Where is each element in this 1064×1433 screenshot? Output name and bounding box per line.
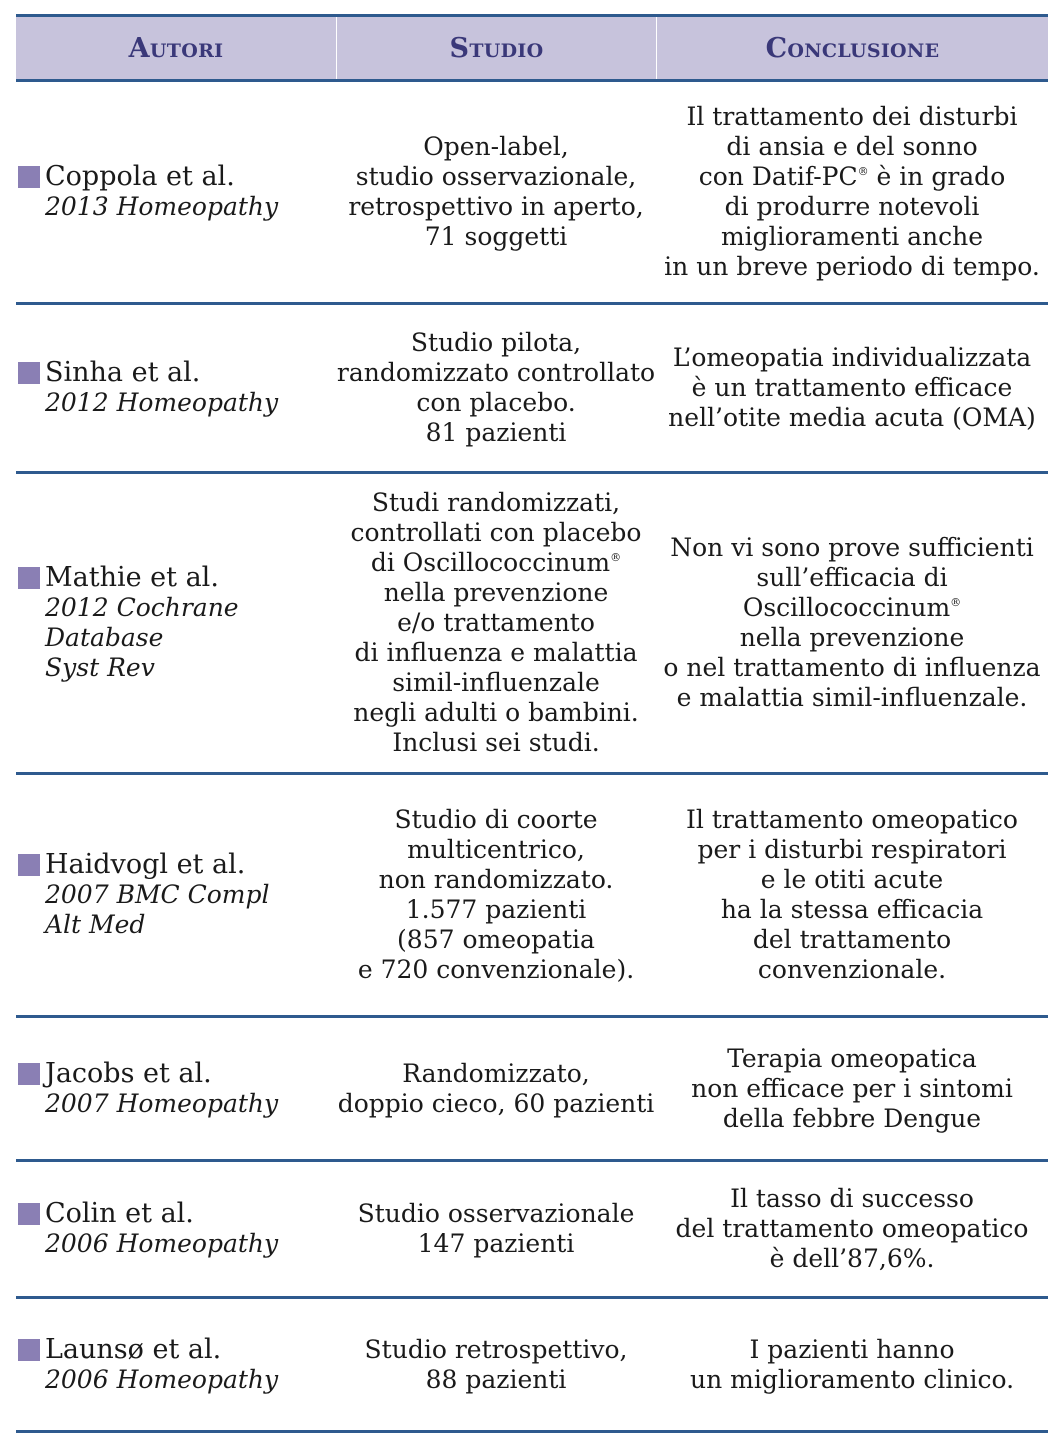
square-bullet-icon	[18, 166, 40, 188]
study-line: 88 pazienti	[425, 1364, 567, 1394]
conclusion-cell	[656, 82, 1048, 302]
study-cell	[336, 1162, 656, 1296]
conclusion-line: L’omeopatia individualizzata	[672, 343, 1032, 372]
study-line: randomizzato controllato	[336, 358, 656, 387]
table-row	[16, 79, 1048, 302]
conclusion-line: è dell’87,6%.	[769, 1244, 935, 1273]
study-line: Randomizzato,	[402, 1058, 590, 1088]
conclusion-line: per i disturbi respiratori	[697, 835, 1007, 864]
conclusion-line: un miglioramento clinico.	[689, 1364, 1015, 1394]
study-line: simil-influenzale	[392, 668, 600, 697]
author-name: Colin et al.	[45, 1198, 194, 1229]
header-study: Studio	[336, 17, 656, 79]
study-line: Studio pilota,	[410, 328, 582, 357]
study-line: Studio retrospettivo,	[364, 1334, 628, 1364]
author-line	[18, 1335, 336, 1365]
author-cell	[16, 1018, 336, 1159]
publication-source: 2007 BMC Compl	[45, 880, 270, 909]
study-cell	[336, 775, 656, 1015]
study-line: negli adulti o bambini.	[353, 698, 639, 727]
studies-table	[16, 14, 1048, 1433]
author-name: Launsø et al.	[45, 1333, 222, 1365]
table-row	[16, 471, 1048, 772]
table-row	[16, 302, 1048, 471]
publication-source: Syst Rev	[45, 653, 155, 682]
publication-source: Alt Med	[45, 910, 146, 939]
square-bullet-icon	[18, 1203, 40, 1225]
conclusion-line: di produrre notevoli	[724, 192, 980, 221]
author-line	[18, 358, 336, 388]
conclusion-line: del trattamento convenzionale.	[752, 925, 952, 984]
table-body	[16, 79, 1048, 1430]
conclusion-line: sull’efficacia di Oscillococcinum®	[742, 563, 962, 622]
study-line: Studio osservazionale	[357, 1199, 635, 1228]
study-line: Studi randomizzati,	[371, 488, 621, 517]
study-line: multicentrico,	[407, 835, 585, 864]
publication-source: 2012 Homeopathy	[45, 388, 279, 417]
author-line	[18, 162, 336, 192]
conclusion-line: nell’otite media acuta (OMA)	[668, 403, 1036, 432]
study-line: doppio cieco, 60 pazienti	[337, 1088, 655, 1118]
conclusion-line: o nel trattamento di influenza	[663, 653, 1041, 682]
study-line: Open-label,	[423, 132, 569, 161]
study-line: studio osservazionale,	[355, 162, 637, 191]
square-bullet-icon	[18, 1063, 40, 1085]
publication-source: 2012 Cochrane Database	[45, 593, 239, 652]
conclusion-line: I pazienti hanno	[749, 1334, 955, 1364]
square-bullet-icon	[18, 567, 40, 589]
conclusion-line: miglioramenti anche	[720, 222, 984, 251]
conclusion-line: e le otiti acute	[760, 865, 944, 894]
author-name: Mathie et al.	[45, 562, 219, 593]
author-cell	[16, 1162, 336, 1296]
author-name: Sinha et al.	[45, 357, 201, 388]
author-cell	[16, 474, 336, 772]
author-cell	[16, 1299, 336, 1430]
conclusion-line: Non vi sono prove sufficienti	[670, 533, 1034, 562]
author-name: Coppola et al.	[45, 161, 235, 192]
conclusion-cell	[656, 775, 1048, 1015]
study-line: Inclusi sei studi.	[392, 728, 600, 757]
conclusion-cell	[656, 1018, 1048, 1159]
study-cell	[336, 305, 656, 471]
publication-source: 2006 Homeopathy	[45, 1229, 279, 1258]
study-line: 147 pazienti	[417, 1229, 575, 1258]
conclusion-line: ha la stessa efficacia	[720, 895, 984, 924]
study-cell	[336, 82, 656, 302]
table-row	[16, 772, 1048, 1015]
conclusion-line: di ansia e del sonno	[726, 132, 978, 161]
author-line	[18, 563, 336, 593]
study-line: 81 pazienti	[425, 418, 567, 447]
author-line	[18, 1199, 336, 1229]
author-cell	[16, 305, 336, 471]
study-line: con placebo.	[416, 388, 576, 417]
author-cell	[16, 775, 336, 1015]
conclusion-line: Terapia omeopatica	[727, 1043, 977, 1073]
study-line: (857 omeopatia	[397, 925, 595, 954]
square-bullet-icon	[18, 1339, 40, 1361]
publication-source: 2007 Homeopathy	[45, 1088, 279, 1118]
table-header	[16, 17, 1048, 79]
author-name: Jacobs et al.	[45, 1057, 212, 1089]
conclusion-line: e malattia simil-influenzale.	[676, 683, 1028, 712]
conclusion-line: è un trattamento efficace	[691, 373, 1013, 402]
conclusion-cell	[656, 305, 1048, 471]
conclusion-line: nella prevenzione	[739, 623, 965, 652]
study-cell	[336, 1299, 656, 1430]
conclusion-cell	[656, 474, 1048, 772]
conclusion-line: Il trattamento dei disturbi	[686, 102, 1018, 131]
study-line: e/o trattamento	[397, 608, 595, 637]
study-line: e 720 convenzionale).	[357, 955, 635, 984]
study-cell	[336, 1018, 656, 1159]
conclusion-cell	[656, 1162, 1048, 1296]
author-line	[18, 850, 336, 880]
conclusion-cell	[656, 1299, 1048, 1430]
conclusion-line: Il tasso di successo	[730, 1184, 974, 1213]
conclusion-line: con Datif-PC® è in grado	[698, 162, 1006, 191]
conclusion-line: della febbre Dengue	[722, 1103, 982, 1133]
study-line: 71 soggetti	[424, 222, 568, 251]
publication-source: 2013 Homeopathy	[45, 192, 279, 221]
study-line: nella prevenzione	[383, 578, 609, 607]
study-line: di Oscillococcinum®	[370, 548, 622, 577]
study-line: 1.577 pazienti	[405, 895, 587, 924]
conclusion-line: Il trattamento omeopatico	[686, 805, 1018, 834]
study-line: non randomizzato.	[378, 865, 614, 894]
study-line: retrospettivo in aperto,	[348, 192, 644, 221]
table-row	[16, 1159, 1048, 1296]
table-row	[16, 1296, 1048, 1430]
author-line	[18, 1059, 336, 1089]
author-cell	[16, 82, 336, 302]
square-bullet-icon	[18, 854, 40, 876]
header-authors: Autori	[128, 32, 224, 64]
conclusion-line: non efficace per i sintomi	[691, 1073, 1013, 1103]
square-bullet-icon	[18, 362, 40, 384]
study-cell	[336, 474, 656, 772]
author-name: Haidvogl et al.	[45, 849, 246, 880]
header-conclusion: Conclusione	[656, 17, 1048, 79]
publication-source: 2006 Homeopathy	[45, 1364, 279, 1394]
conclusion-line: del trattamento omeopatico	[675, 1214, 1029, 1243]
study-line: Studio di coorte	[394, 805, 598, 834]
study-line: di influenza e malattia	[354, 638, 638, 667]
table-row	[16, 1015, 1048, 1159]
conclusion-line: in un breve periodo di tempo.	[664, 252, 1040, 281]
study-line: controllati con placebo	[350, 518, 642, 547]
